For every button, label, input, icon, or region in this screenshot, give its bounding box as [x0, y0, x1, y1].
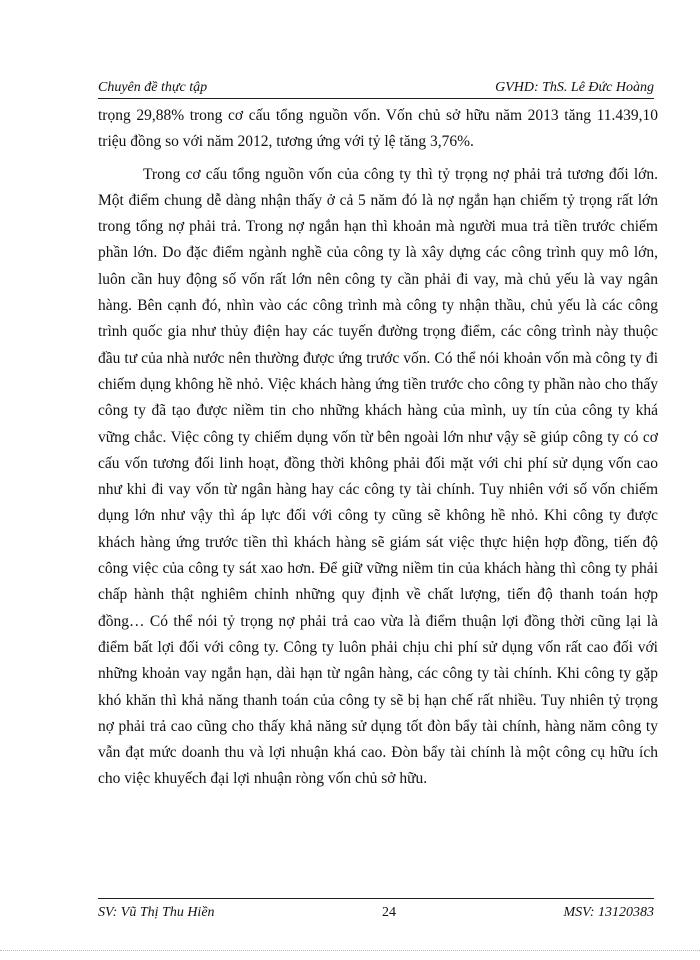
page-bottom-edge [0, 950, 700, 951]
page-number: 24 [382, 905, 397, 920]
footer-student: SV: Vũ Thị Thu Hiền [98, 905, 215, 920]
paragraph-1: trọng 29,88% trong cơ cấu tổng nguồn vốn. Vốn chủ sở hữu năm 2013 tăng 11.439,10 triệu đồng so với năm 2012, tương ứng với tỷ lệ tăng 3,76%. [98, 107, 658, 151]
header-supervisor: GVHD: ThS. Lê Đức Hoàng [495, 80, 654, 95]
footer-student-id: MSV: 13120383 [563, 905, 654, 920]
header-course-title: Chuyên đề thực tập [98, 80, 208, 95]
paragraph-2: Trong cơ cấu tổng nguồn vốn của công ty thì tỷ trọng nợ phải trả tương đối lớn. Một điểm chung dễ dàng nhận thấy ở cả 5 năm đó là nợ ngắn hạn chiếm tỷ trọng rất lớn trong tổng nợ phải trả. Trong nợ ngắn hạn thì khoản mà người mua trả tiền trước chiếm phần lớn. Do đặc điểm ngành nghề của công ty là xây dựng các công trình quy mô lớn, luôn cần huy động số vốn rất lớn nên công ty cần phải đi vay, mà chủ yếu là vay ngân hàng. Bên cạnh đó, nhìn vào các công trình mà công ty nhận thầu, chủ yếu là các công trình quốc gia như thủy điện hay các tuyến đường trọng điểm, các công trình này thuộc đầu tư của nhà nước nên thường được ứng trước vốn. Có thể nói khoản vốn mà công ty đi chiếm dụng không hề nhỏ. Việc khách hàng ứng tiền trước cho công ty phần nào cho thấy công ty đã tạo được niềm tin cho những khách hàng của mình, uy tín của công ty khá vững chắc. Việc công ty chiếm dụng vốn từ bên ngoài lớn như vậy sẽ giúp công ty có cơ cấu vốn tương đối linh hoạt, đồng thời không phải đối mặt với chi phí sử dụng vốn cao như khi đi vay vốn từ ngân hàng hay các công ty tài chính. Tuy nhiên với số vốn chiếm dụng lớn như vậy thì áp lực đối với công ty cũng sẽ không hề nhỏ. Khi công ty được khách hàng ứng trước tiền thì khách hàng sẽ giám sát việc thực hiện hợp đồng, tiến độ công việc của công ty sát xao hơn. Để giữ vững niềm tin của khách hàng thì công ty phải chấp hành thật nghiêm chỉnh những quy định về chất lượng, tiến độ thanh toán hợp đồng… Có thể nói tỷ trọng nợ phải trả cao vừa là điểm thuận lợi đồng thời cũng lại là điểm bất lợi đối với công ty. Công ty luôn phải chịu chi phí sử dụng vốn rất cao đối với những khoản vay ngắn hạn, dài hạn từ ngân hàng, các công ty tài chính. Khi công ty gặp khó khăn thì khả năng thanh toán của công ty sẽ bị hạn chế rất nhiều. Tuy nhiên tỷ trọng nợ phải trả cao cũng cho thấy khả năng sử dụng tốt đòn bẩy tài chính, hàng năm công ty vẫn đạt mức doanh thu và lợi nhuận khá cao. Đòn bẩy tài chính là một công cụ hữu ích cho việc khuyếch đại lợi nhuận ròng vốn chủ sở hữu. [98, 165, 658, 788]
page-header [98, 78, 654, 98]
footer-divider [98, 898, 654, 899]
header-divider [98, 98, 654, 99]
page-body [98, 103, 658, 793]
page-footer [98, 903, 654, 923]
